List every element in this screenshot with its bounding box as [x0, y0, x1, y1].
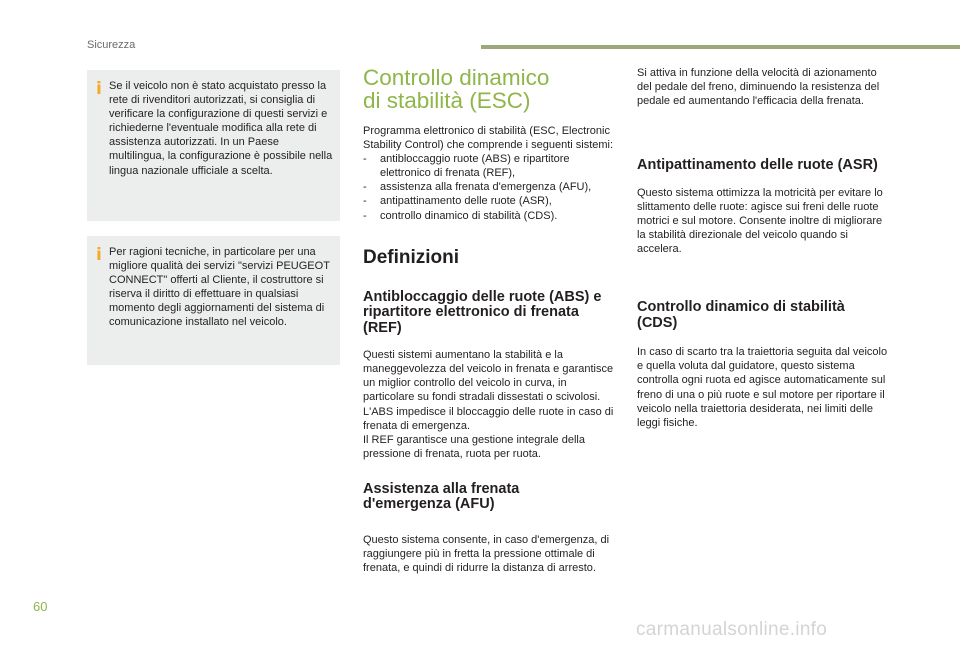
abs-text-3: Il REF garantisce una gestione integrale della pressione di frenata, ruota per ruota.	[363, 433, 585, 460]
asr-text: Questo sistema ottimizza la motricità per evitare lo slittamento delle ruote: agisce sui freni delle ruote motrici e sul motore. Consente inoltre di migliorare la stabilità direzionale del veicolo quando si accelera.	[637, 186, 883, 256]
list-item: - antibloccaggio ruote (ABS) e ripartitore elettronico di frenata (REF),	[363, 152, 617, 180]
middle-column	[363, 66, 617, 575]
afu-title: Assistenza alla frenata d'emergenza (AFU)	[363, 480, 520, 513]
info-icon: i	[96, 245, 102, 265]
right-column	[637, 66, 889, 430]
asr-title: Antipattinamento delle ruote (ASR)	[637, 157, 878, 174]
afu-text-1: Questo sistema consente, in caso d'emergenza, di raggiungere più in fretta la pressione ottimale di frenata, e quindi di ridurre la distanza di arresto.	[363, 533, 610, 575]
section-label: Sicurezza	[87, 39, 136, 51]
abs-text-2: L'ABS impedisce il bloccaggio delle ruote in caso di frenata di emergenza.	[363, 405, 614, 432]
info-icon: i	[96, 79, 102, 99]
esc-intro: Programma elettronico di stabilità (ESC, Electronic Stability Control) che comprende i seguenti sistemi:	[363, 125, 614, 152]
info-text: Per ragioni tecniche, in particolare per una migliore qualità dei servizi "servizi PEUGEOT CONNECT" offerti al Cliente, il costruttore si riserva il diritto di effettuare in qualsiasi momento degli aggiornamenti del sistema di comunicazione installato nel veicolo.	[109, 246, 330, 329]
header-rule	[481, 45, 960, 49]
page-number: 60	[33, 599, 48, 614]
systems-list	[363, 152, 617, 222]
info-text: Se il veicolo non è stato acquistato presso la rete di rivenditori autorizzati, si consiglia di verificare la configurazione di questi servizi e richiederne l'eventuale modifica alla rete di assistenza autorizzati. In un Paese multilingua, la configurazione è possibile nella lingua nazionale ufficiale a scelta.	[109, 80, 333, 177]
esc-title: Controllo dinamico di stabilità (ESC)	[363, 65, 550, 113]
definitions-title: Definizioni	[363, 246, 460, 268]
list-item: - controllo dinamico di stabilità (CDS).	[363, 209, 617, 223]
info-box	[87, 70, 340, 221]
list-item: - antipattinamento delle ruote (ASR),	[363, 194, 617, 208]
abs-title: Antibloccaggio delle ruote (ABS) e ripartitore elettronico di frenata (REF)	[363, 288, 602, 336]
list-item: - assistenza alla frenata d'emergenza (AFU),	[363, 180, 617, 194]
cds-title: Controllo dinamico di stabilità (CDS)	[637, 299, 845, 331]
afu-text-2: Si attiva in funzione della velocità di azionamento del pedale del freno, diminuendo la resistenza del pedale ed aumentando l'efficacia della frenata.	[637, 67, 880, 108]
info-box	[87, 236, 340, 365]
abs-text-1: Questi sistemi aumentano la stabilità e la maneggevolezza del veicolo in frenata e garantisce un miglior controllo del veicolo in curva, in particolare su fondi stradali dissestati o scivolosi.	[363, 349, 614, 404]
cds-text: In caso di scarto tra la traiettoria seguita dal veicolo e quella voluta dal guidatore, questo sistema controlla ogni ruota ed agisce automaticamente sul freno di una o più ruote e sul motore per riportare il veicolo nella traiettoria desiderata, nei limiti delle leggi fisiche.	[637, 346, 888, 429]
watermark: carmanualsonline.info	[636, 619, 828, 640]
